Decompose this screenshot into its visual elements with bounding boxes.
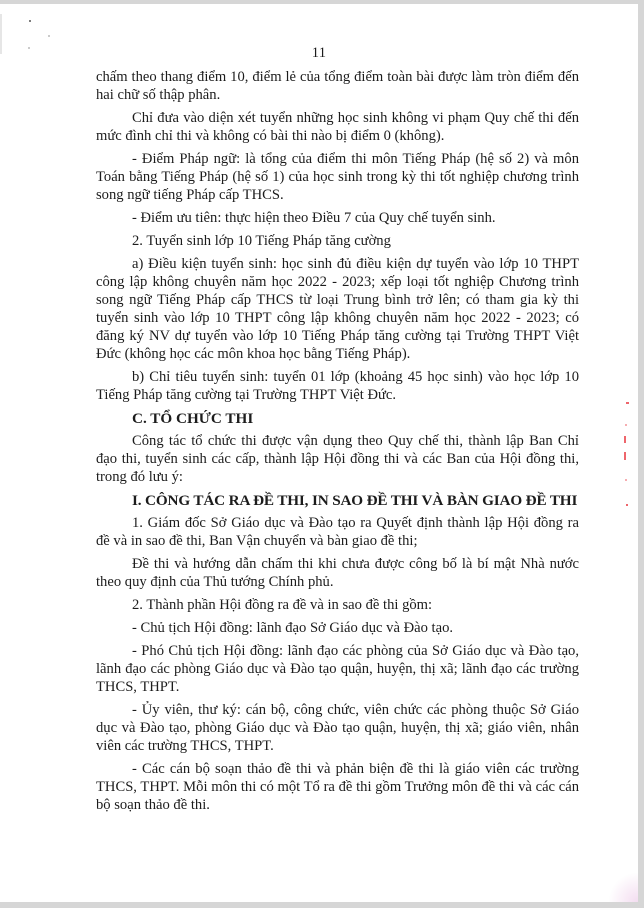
red-mark bbox=[626, 402, 629, 404]
paragraph-council-composition: 2. Thành phần Hội đồng ra đề và in sao đề thi gồm: bbox=[132, 597, 433, 613]
scan-speck bbox=[48, 35, 50, 37]
margin-red-marks bbox=[622, 384, 632, 524]
paragraph-drafters: - Các cán bộ soạn thảo đề thi và phản biện đề thi là giáo viên các trường THCS, THPT. Mỗi môn thi có một Tổ ra đề thi gồm Trưởng môn đề thi và các cán bộ soạn thảo đề thi. bbox=[96, 761, 579, 813]
paragraph-continuation: chấm theo thang điểm 10, điểm lẻ của tổng điểm toàn bài được làm tròn điểm đến hai chữ số thập phân. bbox=[96, 69, 579, 103]
paragraph-members: - Ủy viên, thư ký: cán bộ, công chức, viên chức các phòng thuộc Sở Giáo dục và Đào tạo, phòng Giáo dục và Đào tạo quận, huyện, thị xã; giáo viên, nhân viên các trường THCS, THPT. bbox=[96, 702, 579, 754]
paragraph-selection-condition: Chỉ đưa vào diện xét tuyển những học sinh không vi phạm Quy chế thi đến mức đình chỉ thi và không có bài thi nào bị điểm 0 (không). bbox=[96, 110, 579, 144]
document-body bbox=[96, 68, 579, 819]
document-page bbox=[0, 4, 638, 902]
scan-corner-tint bbox=[608, 872, 638, 902]
scan-speck bbox=[29, 20, 31, 22]
red-mark bbox=[625, 479, 627, 481]
paragraph-admission-conditions: a) Điều kiện tuyển sinh: học sinh đủ điều kiện dự tuyển vào lớp 10 THPT công lập không chuyên năm học 2022 - 2023; xếp loại tốt nghiệp Chương trình song ngữ Tiếng Pháp cấp THCS từ loại Trung bình trở lên; có tham gia kỳ thi tuyển sinh vào lớp 10 THPT công lập không chuyên năm học 2022 - 2023; có đăng ký NV dự tuyển vào lớp 10 Tiếng Pháp tăng cường tại Trường THPT Việt Đức (không học các môn khoa học bằng Tiếng Pháp). bbox=[96, 256, 579, 362]
red-mark bbox=[625, 424, 627, 426]
paragraph-director-decision: 1. Giám đốc Sở Giáo dục và Đào tạo ra Quyết định thành lập Hội đồng ra đề và in sao đề thi, Ban Vận chuyển và bàn giao đề thi; bbox=[96, 515, 579, 549]
paragraph-enhanced-french-title: 2. Tuyển sinh lớp 10 Tiếng Pháp tăng cường bbox=[132, 233, 391, 249]
section-heading-i: I. CÔNG TÁC RA ĐỀ THI, IN SAO ĐỀ THI VÀ BÀN GIAO ĐỀ THI bbox=[132, 492, 578, 509]
paragraph-priority-score: - Điểm ưu tiên: thực hiện theo Điều 7 của Quy chế tuyển sinh. bbox=[132, 210, 496, 226]
paragraph-state-secret: Đề thi và hướng dẫn chấm thi khi chưa được công bố là bí mật Nhà nước theo quy định của Thủ tướng Chính phủ. bbox=[96, 556, 579, 590]
red-mark bbox=[624, 436, 626, 443]
page-number: 11 bbox=[311, 45, 327, 61]
paragraph-french-score: - Điểm Pháp ngữ: là tổng của điểm thi môn Tiếng Pháp (hệ số 2) và môn Toán bằng Tiếng Pháp (hệ số 1) của học sinh trong kỳ thi tốt nghiệp chương trình song ngữ tiếng Pháp cấp THCS. bbox=[96, 151, 579, 203]
paragraph-admission-quota: b) Chỉ tiêu tuyển sinh: tuyển 01 lớp (khoảng 45 học sinh) vào học lớp 10 Tiếng Pháp tăng cường tại Trường THPT Việt Đức. bbox=[96, 369, 579, 403]
paragraph-chairman: - Chủ tịch Hội đồng: lãnh đạo Sở Giáo dục và Đào tạo. bbox=[132, 620, 454, 636]
red-mark bbox=[624, 452, 626, 460]
section-heading-c: C. TỔ CHỨC THI bbox=[132, 410, 254, 427]
paragraph-exam-organization: Công tác tổ chức thi được vận dụng theo Quy chế thi, thành lập Ban Chỉ đạo thi, tuyển sinh các cấp, thành lập Hội đồng thi và các Ban của Hội đồng thi, trong đó lưu ý: bbox=[96, 433, 579, 485]
red-mark bbox=[626, 504, 628, 506]
paragraph-vice-chairman: - Phó Chủ tịch Hội đồng: lãnh đạo các phòng của Sở Giáo dục và Đào tạo, lãnh đạo các phòng Giáo dục và Đào tạo quận, huyện, thị xã; lãnh đạo các trường THCS, THPT. bbox=[96, 643, 579, 695]
